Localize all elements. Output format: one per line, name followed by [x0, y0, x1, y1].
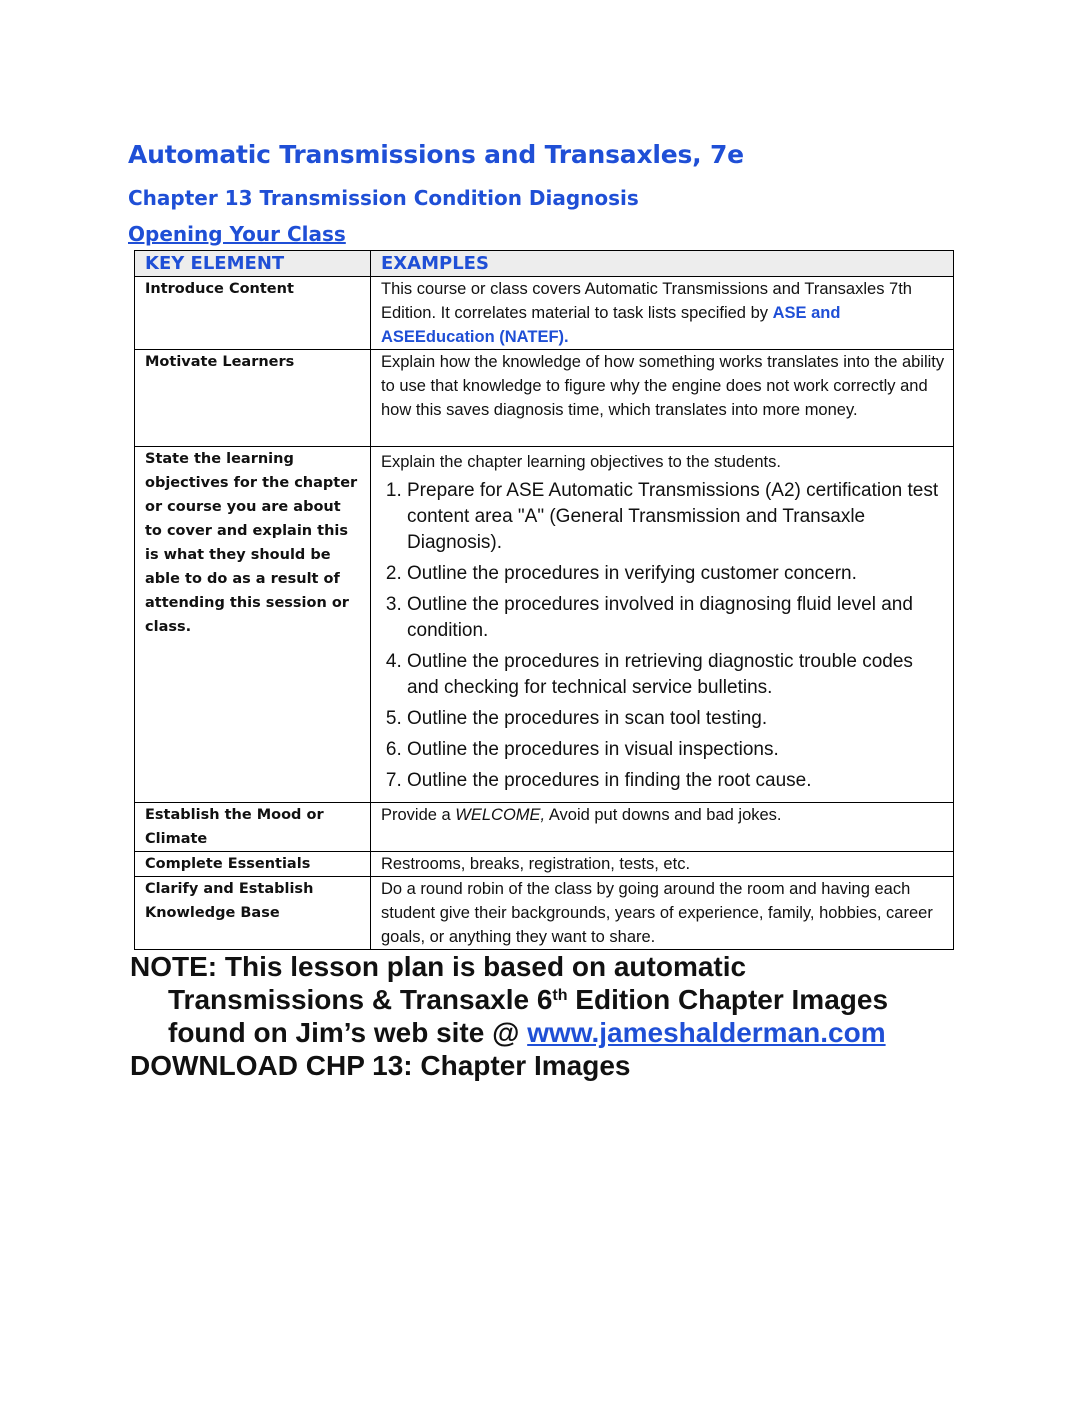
row-example: Restrooms, breaks, registration, tests, etc. — [371, 852, 954, 877]
row-example — [371, 803, 954, 852]
row-key: Establish the Mood or Climate — [135, 803, 371, 852]
download-line: DOWNLOAD CHP 13: Chapter Images — [130, 1050, 631, 1081]
objectives-list — [381, 478, 945, 794]
table-row — [135, 877, 954, 950]
ase-highlight: ASE and ASEEducation (NATEF). — [381, 304, 841, 346]
section-heading: Opening Your Class — [128, 222, 346, 246]
table-row — [135, 447, 954, 803]
header-key-element: KEY ELEMENT — [135, 251, 371, 277]
welcome-emphasis: WELCOME, — [455, 806, 546, 824]
objectives-intro: Explain the chapter learning objectives to the students. — [381, 453, 781, 471]
row-text: Avoid put downs and bad jokes. — [545, 806, 782, 824]
note-line — [130, 1016, 990, 1049]
row-key: Complete Essentials — [135, 852, 371, 877]
row-example: Explain how the knowledge of how something works translates into the ability to use that knowledge to figure why the engine does not work correctly and how this saves diagnosis time, which translates into more money. — [371, 350, 954, 447]
table-row — [135, 852, 954, 877]
website-link[interactable]: www.jameshalderman.com — [527, 1017, 886, 1048]
list-item: 6. Outline the procedures in visual inspections. — [407, 737, 945, 763]
note-text: found on Jim’s web site @ — [168, 1017, 528, 1048]
document-title: Automatic Transmissions and Transaxles, 7e — [128, 140, 744, 169]
table-header-row — [135, 251, 954, 277]
list-item: 1. Prepare for ASE Automatic Transmissions (A2) certification test content area "A" (General Transmission and Transaxle Diagnosis). — [407, 478, 945, 556]
row-text: Provide a — [381, 806, 456, 824]
row-key: Introduce Content — [135, 277, 371, 350]
table-row — [135, 803, 954, 852]
list-item: 5. Outline the procedures in scan tool testing. — [407, 706, 945, 732]
header-examples: EXAMPLES — [371, 251, 954, 277]
note-text: Edition Chapter Images — [567, 984, 889, 1015]
ordinal-suffix: th — [552, 987, 568, 1004]
list-item: 3. Outline the procedures involved in diagnosing fluid level and condition. — [407, 592, 945, 644]
note-line — [130, 983, 990, 1016]
list-item: 7. Outline the procedures in finding the root cause. — [407, 768, 945, 794]
lesson-plan-table — [134, 250, 954, 950]
note-line: NOTE: This lesson plan is based on automatic — [130, 951, 747, 982]
row-example — [371, 277, 954, 350]
row-key: Clarify and Establish Knowledge Base — [135, 877, 371, 950]
chapter-heading: Chapter 13 Transmission Condition Diagnosis — [128, 186, 639, 210]
note-block — [130, 950, 990, 1082]
row-example — [371, 447, 954, 803]
note-text: Transmissions & Transaxle 6 — [168, 984, 553, 1015]
table-row — [135, 277, 954, 350]
row-key: Motivate Learners — [135, 350, 371, 447]
list-item: 4. Outline the procedures in retrieving diagnostic trouble codes and checking for technical service bulletins. — [407, 649, 945, 701]
table-row — [135, 350, 954, 447]
row-text: This course or class covers Automatic Transmissions and Transaxles 7th Edition. It correlates material to task lists specified by — [381, 280, 912, 322]
row-key: State the learning objectives for the chapter or course you are about to cover and explain this is what they should be able to do as a result of attending this session or class. — [135, 447, 371, 803]
list-item: 2. Outline the procedures in verifying customer concern. — [407, 561, 945, 587]
row-example: Do a round robin of the class by going around the room and having each student give their backgrounds, years of experience, family, hobbies, career goals, or anything they want to share. — [371, 877, 954, 950]
